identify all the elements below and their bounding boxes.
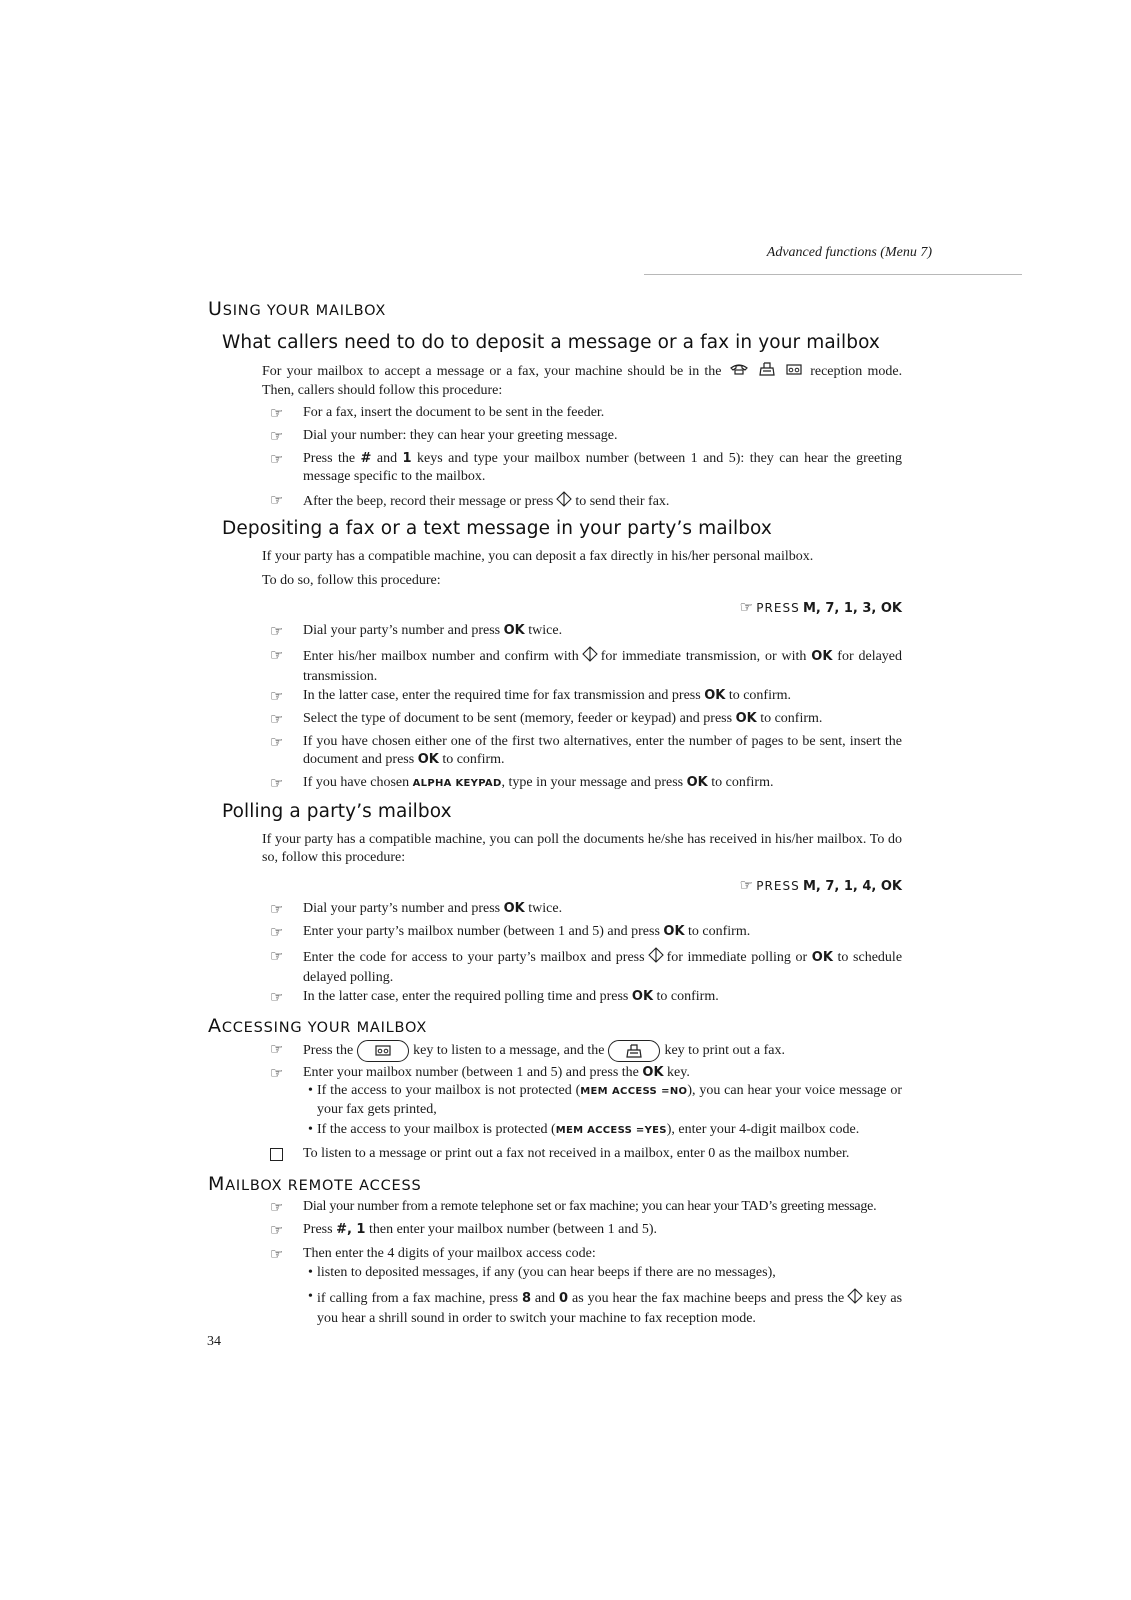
pointing-hand-icon: ☞ xyxy=(270,646,284,664)
list-item xyxy=(270,1245,902,1263)
list-item xyxy=(270,491,902,513)
depositing-step-5: If you have chosen either one of the first two alternatives, enter the number of pages to be sent, insert the document and press OK to confirm. xyxy=(303,734,902,767)
pointing-hand-icon: ☞ xyxy=(739,876,754,894)
list-item xyxy=(270,1064,902,1082)
polling-step-3: Enter the code for access to your party’s mailbox and press for immediate polling or OK to schedule delayed polling. xyxy=(303,947,902,987)
pointing-hand-icon: ☞ xyxy=(270,450,284,468)
page-header-title: Advanced functions (Menu 7) xyxy=(766,245,932,260)
telephone-icon xyxy=(730,363,748,381)
pointing-hand-icon: ☞ xyxy=(739,598,754,616)
polling-press-sequence: ☞ PRESS M, 7, 1, 4, OK xyxy=(739,876,902,894)
list-item: • listen to deposited messages, if any (you can hear beeps if there are no messages), xyxy=(308,1264,902,1282)
list-item xyxy=(270,733,902,769)
list-item xyxy=(270,947,902,987)
list-item xyxy=(270,1040,902,1062)
depositing-step-2: Enter his/her mailbox number and confirm with for immediate transmission, or with OK for delayed transmission. xyxy=(303,646,902,686)
start-diamond-icon xyxy=(556,491,572,513)
list-item xyxy=(270,988,902,1006)
depositing-paragraph-2: To do so, follow this procedure: xyxy=(262,573,441,588)
pointing-hand-icon: ☞ xyxy=(270,988,284,1006)
pointing-hand-icon: ☞ xyxy=(270,1198,284,1216)
depositing-step-6: If you have chosen ALPHA KEYPAD, type in your message and press OK to confirm. xyxy=(303,775,774,790)
pointing-hand-icon: ☞ xyxy=(270,1064,284,1082)
depositing-step-1: Dial your party’s number and press OK twice. xyxy=(303,623,563,638)
callers-intro-a: For your mailbox to accept a message or a fax, your machine should be in the xyxy=(262,364,722,380)
depositing-step-4: Select the type of document to be sent (memory, feeder or keypad) and press OK to confirm. xyxy=(303,711,823,726)
pointing-hand-icon: ☞ xyxy=(270,1245,284,1263)
pointing-hand-icon: ☞ xyxy=(270,687,284,705)
pointing-hand-icon: ☞ xyxy=(270,622,284,640)
accessing-step-2: Enter your mailbox number (between 1 and 5) and press the OK key. xyxy=(303,1065,690,1080)
polling-step-1: Dial your party’s number and press OK twice. xyxy=(303,901,563,916)
list-item xyxy=(270,687,902,705)
polling-step-4: In the latter case, enter the required polling time and press OK to confirm. xyxy=(303,989,719,1004)
list-item: • if calling from a fax machine, press 8 and 0 as you hear the fax machine beeps and press the key as you hear a shrill sound in order to switch your machine to fax reception mode. xyxy=(308,1289,903,1326)
cassette-tape-icon xyxy=(786,363,802,381)
pointing-hand-icon: ☞ xyxy=(270,404,284,422)
list-item xyxy=(270,622,902,640)
callers-intro-paragraph xyxy=(262,362,902,400)
list-item: • If the access to your mailbox is protected (MEM ACCESS =YES), enter your 4-digit mailbox code. xyxy=(308,1121,902,1140)
list-item xyxy=(270,774,902,793)
list-item xyxy=(270,1221,902,1239)
start-diamond-icon xyxy=(582,646,598,668)
remote-bullet-1: listen to deposited messages, if any (you can hear beeps if there are no messages), xyxy=(317,1265,776,1280)
depositing-step-3: In the latter case, enter the required time for fax transmission and press OK to confirm. xyxy=(303,688,792,703)
page-number: 34 xyxy=(207,1334,221,1349)
accessing-bullet-1: If the access to your mailbox is not protected (MEM ACCESS =NO), you can hear your voice message or your fax gets printed, xyxy=(317,1083,903,1117)
pointing-hand-icon: ☞ xyxy=(270,427,284,445)
tad-key-button xyxy=(357,1040,409,1062)
callers-intro-b: reception mode. Then, callers should follow this procedure: xyxy=(262,364,903,398)
subsection-heading-callers: What callers need to do to deposit a message or a fax in your mailbox xyxy=(222,332,880,353)
callers-step-3: Press the # and 1 keys and type your mailbox number (between 1 and 5): they can hear the greeting message specific to the mailbox. xyxy=(303,451,903,484)
list-item: • If the access to your mailbox is not protected (MEM ACCESS =NO), you can hear your voice message or your fax gets printed, xyxy=(308,1083,903,1117)
list-item xyxy=(270,900,902,918)
header-rule xyxy=(644,274,1022,275)
pointing-hand-icon: ☞ xyxy=(270,774,284,792)
callers-step-4: After the beep, record their message or press to send their fax. xyxy=(303,491,902,513)
pointing-hand-icon: ☞ xyxy=(270,733,284,751)
start-diamond-icon xyxy=(648,947,664,969)
pointing-hand-icon: ☞ xyxy=(270,1221,284,1239)
note-checkbox-icon xyxy=(270,1148,283,1161)
list-item xyxy=(270,646,902,686)
accessing-note xyxy=(270,1145,902,1163)
pointing-hand-icon: ☞ xyxy=(270,1040,284,1058)
depositing-paragraph-1: If your party has a compatible machine, you can deposit a fax directly in his/her personal mailbox. xyxy=(262,549,814,564)
list-item xyxy=(270,1198,902,1216)
pointing-hand-icon: ☞ xyxy=(270,923,284,941)
fax-printer-icon xyxy=(759,362,775,382)
polling-step-2: Enter your party’s mailbox number (between 1 and 5) and press OK to confirm. xyxy=(303,924,751,939)
callers-step-1: For a fax, insert the document to be sent in the feeder. xyxy=(303,405,605,420)
section-heading-using-mailbox: USING YOUR MAILBOX xyxy=(208,298,387,320)
list-item xyxy=(270,710,902,728)
fax-key-button xyxy=(608,1040,660,1062)
remote-step-1: Dial your number from a remote telephone set or fax machine; you can hear your TAD’s greeting message. xyxy=(303,1199,877,1214)
list-item xyxy=(270,923,902,941)
start-diamond-icon xyxy=(847,1288,863,1310)
accessing-bullet-2: If the access to your mailbox is protected (MEM ACCESS =YES), enter your 4-digit mailbox code. xyxy=(317,1122,860,1137)
accessing-step-1: Press the key to listen to a message, and the key to print out a fax. xyxy=(303,1040,902,1062)
list-item xyxy=(270,427,902,445)
pointing-hand-icon: ☞ xyxy=(270,900,284,918)
subsection-heading-depositing: Depositing a fax or a text message in your party’s mailbox xyxy=(222,518,772,539)
callers-step-2: Dial your number: they can hear your greeting message. xyxy=(303,428,618,443)
list-item xyxy=(270,404,902,422)
remote-bullet-2: if calling from a fax machine, press 8 and 0 as you hear the fax machine beeps and press the key as you hear a shrill sound in order to switch your machine to fax reception mode. xyxy=(317,1288,902,1328)
pointing-hand-icon: ☞ xyxy=(270,491,284,509)
subsection-heading-polling: Polling a party’s mailbox xyxy=(222,801,452,822)
pointing-hand-icon: ☞ xyxy=(270,947,284,965)
accessing-note-text: To listen to a message or print out a fax not received in a mailbox, enter 0 as the mailbox number. xyxy=(303,1146,850,1161)
section-heading-remote-access: MAILBOX REMOTE ACCESS xyxy=(208,1173,422,1195)
remote-step-3: Then enter the 4 digits of your mailbox access code: xyxy=(303,1246,596,1261)
polling-paragraph: If your party has a compatible machine, you can poll the documents he/she has received in his/her mailbox. To do so, follow this procedure: xyxy=(262,832,902,865)
remote-step-2: Press #, 1 then enter your mailbox number (between 1 and 5). xyxy=(303,1222,658,1237)
section-heading-accessing-mailbox: ACCESSING YOUR MAILBOX xyxy=(208,1015,428,1037)
depositing-press-sequence: ☞ PRESS M, 7, 1, 3, OK xyxy=(739,598,902,616)
pointing-hand-icon: ☞ xyxy=(270,710,284,728)
list-item xyxy=(270,450,902,486)
